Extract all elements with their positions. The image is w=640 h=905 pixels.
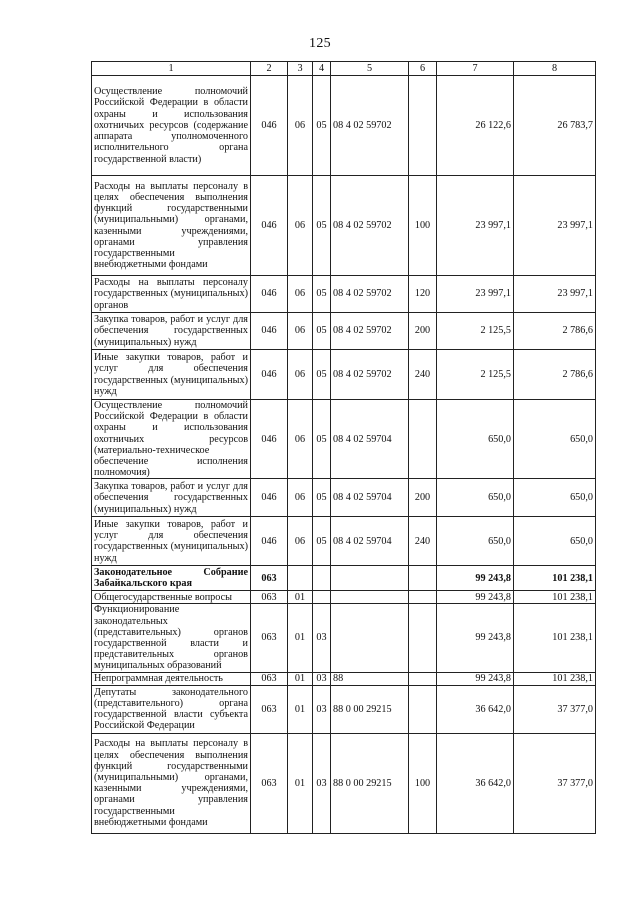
amount-year1-cell: 99 243,8 <box>437 591 514 604</box>
section-code-cell: 06 <box>288 400 313 479</box>
column-header: 1 <box>92 62 251 76</box>
subsection-code-cell: 05 <box>313 313 331 350</box>
column-header: 4 <box>313 62 331 76</box>
target-item-cell <box>331 604 409 672</box>
expense-type-cell <box>409 566 437 591</box>
table-row <box>92 591 596 604</box>
subsection-code-cell <box>313 591 331 604</box>
expense-type-cell <box>409 400 437 479</box>
budget-table <box>91 61 596 834</box>
expense-type-cell: 240 <box>409 517 437 566</box>
amount-year2-cell: 23 997,1 <box>514 176 596 276</box>
target-item-cell: 08 4 02 59704 <box>331 400 409 479</box>
table-row <box>92 517 596 566</box>
target-item-cell: 88 0 00 29215 <box>331 685 409 733</box>
subsection-code-cell <box>313 566 331 591</box>
table-row <box>92 276 596 313</box>
expense-type-cell <box>409 685 437 733</box>
amount-year2-cell: 23 997,1 <box>514 276 596 313</box>
table-row <box>92 350 596 400</box>
subsection-code-cell: 05 <box>313 400 331 479</box>
column-header: 2 <box>251 62 288 76</box>
table-row <box>92 566 596 591</box>
amount-year2-cell: 650,0 <box>514 517 596 566</box>
row-description: Осуществление полномочий Российской Федерации в области охраны и использования охотничьих ресурсов (содержание аппарата уполномоченного исполнительного органа государственной власти) <box>92 76 251 176</box>
expense-type-cell: 120 <box>409 276 437 313</box>
expense-type-cell <box>409 604 437 672</box>
table-row <box>92 733 596 833</box>
page-number: 125 <box>309 36 331 51</box>
section-code-cell: 01 <box>288 591 313 604</box>
row-description: Функционирование законодательных (представительных) органов государственной власти и представительных органов муниципальных образований <box>92 604 251 672</box>
ministry-code-cell: 046 <box>251 313 288 350</box>
table-row <box>92 76 596 176</box>
amount-year2-cell: 650,0 <box>514 479 596 517</box>
amount-year1-cell: 99 243,8 <box>437 672 514 685</box>
amount-year1-cell: 650,0 <box>437 400 514 479</box>
row-description: Иные закупки товаров, работ и услуг для обеспечения государственных (муниципальных) нужд <box>92 350 251 400</box>
ministry-code-cell: 046 <box>251 76 288 176</box>
amount-year1-cell: 23 997,1 <box>437 276 514 313</box>
subsection-code-cell: 05 <box>313 350 331 400</box>
row-description: Депутаты законодательного (представительного) органа государственной власти субъекта Российской Федерации <box>92 685 251 733</box>
row-description: Законодательное Собрание Забайкальского края <box>92 566 251 591</box>
amount-year1-cell: 2 125,5 <box>437 313 514 350</box>
target-item-cell: 08 4 02 59704 <box>331 517 409 566</box>
column-header: 7 <box>437 62 514 76</box>
ministry-code-cell: 046 <box>251 350 288 400</box>
row-description: Расходы на выплаты персоналу в целях обеспечения выполнения функций государственными (муниципальными) органами, казенными учреждениями, органами управления государственными внебюджетными фондами <box>92 176 251 276</box>
subsection-code-cell: 03 <box>313 604 331 672</box>
target-item-cell: 88 <box>331 672 409 685</box>
section-code-cell: 01 <box>288 604 313 672</box>
amount-year1-cell: 2 125,5 <box>437 350 514 400</box>
amount-year1-cell: 26 122,6 <box>437 76 514 176</box>
target-item-cell: 08 4 02 59702 <box>331 276 409 313</box>
amount-year1-cell: 36 642,0 <box>437 733 514 833</box>
expense-type-cell: 200 <box>409 479 437 517</box>
ministry-code-cell: 046 <box>251 176 288 276</box>
table-row <box>92 672 596 685</box>
target-item-cell <box>331 591 409 604</box>
subsection-code-cell: 03 <box>313 685 331 733</box>
expense-type-cell: 240 <box>409 350 437 400</box>
subsection-code-cell: 05 <box>313 479 331 517</box>
ministry-code-cell: 063 <box>251 672 288 685</box>
row-description: Общегосударственные вопросы <box>92 591 251 604</box>
row-description: Иные закупки товаров, работ и услуг для обеспечения государственных (муниципальных) нужд <box>92 517 251 566</box>
table-row <box>92 313 596 350</box>
section-code-cell: 06 <box>288 176 313 276</box>
row-description: Закупка товаров, работ и услуг для обеспечения государственных (муниципальных) нужд <box>92 313 251 350</box>
amount-year1-cell: 23 997,1 <box>437 176 514 276</box>
section-code-cell: 06 <box>288 517 313 566</box>
ministry-code-cell: 046 <box>251 479 288 517</box>
ministry-code-cell: 063 <box>251 591 288 604</box>
ministry-code-cell: 046 <box>251 517 288 566</box>
amount-year2-cell: 37 377,0 <box>514 733 596 833</box>
expense-type-cell: 200 <box>409 313 437 350</box>
row-description: Осуществление полномочий Российской Федерации в области охраны и использования охотничьих ресурсов (материально-техническое обеспечение исполнения полномочия) <box>92 400 251 479</box>
table-row <box>92 685 596 733</box>
amount-year1-cell: 650,0 <box>437 479 514 517</box>
ministry-code-cell: 063 <box>251 733 288 833</box>
section-code-cell: 06 <box>288 350 313 400</box>
section-code-cell: 06 <box>288 276 313 313</box>
amount-year2-cell: 2 786,6 <box>514 350 596 400</box>
section-code-cell: 01 <box>288 685 313 733</box>
section-code-cell: 01 <box>288 733 313 833</box>
row-description: Расходы на выплаты персоналу государственных (муниципальных) органов <box>92 276 251 313</box>
subsection-code-cell: 05 <box>313 76 331 176</box>
ministry-code-cell: 046 <box>251 276 288 313</box>
amount-year2-cell: 101 238,1 <box>514 604 596 672</box>
amount-year2-cell: 26 783,7 <box>514 76 596 176</box>
table-header-row <box>92 62 596 76</box>
subsection-code-cell: 05 <box>313 176 331 276</box>
section-code-cell <box>288 566 313 591</box>
amount-year2-cell: 2 786,6 <box>514 313 596 350</box>
subsection-code-cell: 03 <box>313 672 331 685</box>
ministry-code-cell: 046 <box>251 400 288 479</box>
amount-year2-cell: 101 238,1 <box>514 672 596 685</box>
expense-type-cell <box>409 591 437 604</box>
expense-type-cell: 100 <box>409 176 437 276</box>
target-item-cell: 08 4 02 59702 <box>331 176 409 276</box>
column-header: 6 <box>409 62 437 76</box>
amount-year2-cell: 37 377,0 <box>514 685 596 733</box>
target-item-cell <box>331 566 409 591</box>
row-description: Закупка товаров, работ и услуг для обеспечения государственных (муниципальных) нужд <box>92 479 251 517</box>
column-header: 8 <box>514 62 596 76</box>
column-header: 3 <box>288 62 313 76</box>
expense-type-cell <box>409 76 437 176</box>
amount-year2-cell: 101 238,1 <box>514 591 596 604</box>
amount-year1-cell: 650,0 <box>437 517 514 566</box>
amount-year2-cell: 101 238,1 <box>514 566 596 591</box>
subsection-code-cell: 05 <box>313 276 331 313</box>
target-item-cell: 08 4 02 59704 <box>331 479 409 517</box>
column-header: 5 <box>331 62 409 76</box>
expense-type-cell <box>409 672 437 685</box>
ministry-code-cell: 063 <box>251 566 288 591</box>
target-item-cell: 08 4 02 59702 <box>331 350 409 400</box>
table-row <box>92 604 596 672</box>
subsection-code-cell: 05 <box>313 517 331 566</box>
ministry-code-cell: 063 <box>251 685 288 733</box>
section-code-cell: 06 <box>288 313 313 350</box>
amount-year2-cell: 650,0 <box>514 400 596 479</box>
section-code-cell: 06 <box>288 76 313 176</box>
amount-year1-cell: 99 243,8 <box>437 566 514 591</box>
subsection-code-cell: 03 <box>313 733 331 833</box>
row-description: Непрограммная деятельность <box>92 672 251 685</box>
expense-type-cell: 100 <box>409 733 437 833</box>
table-row <box>92 176 596 276</box>
table-row <box>92 479 596 517</box>
target-item-cell: 08 4 02 59702 <box>331 313 409 350</box>
target-item-cell: 88 0 00 29215 <box>331 733 409 833</box>
ministry-code-cell: 063 <box>251 604 288 672</box>
target-item-cell: 08 4 02 59702 <box>331 76 409 176</box>
amount-year1-cell: 36 642,0 <box>437 685 514 733</box>
table-body <box>92 76 596 834</box>
row-description: Расходы на выплаты персоналу в целях обеспечения выполнения функций государственными (муниципальными) органами, казенными учреждениями, органами управления государственными внебюджетными фондами <box>92 733 251 833</box>
section-code-cell: 06 <box>288 479 313 517</box>
table-row <box>92 400 596 479</box>
section-code-cell: 01 <box>288 672 313 685</box>
amount-year1-cell: 99 243,8 <box>437 604 514 672</box>
